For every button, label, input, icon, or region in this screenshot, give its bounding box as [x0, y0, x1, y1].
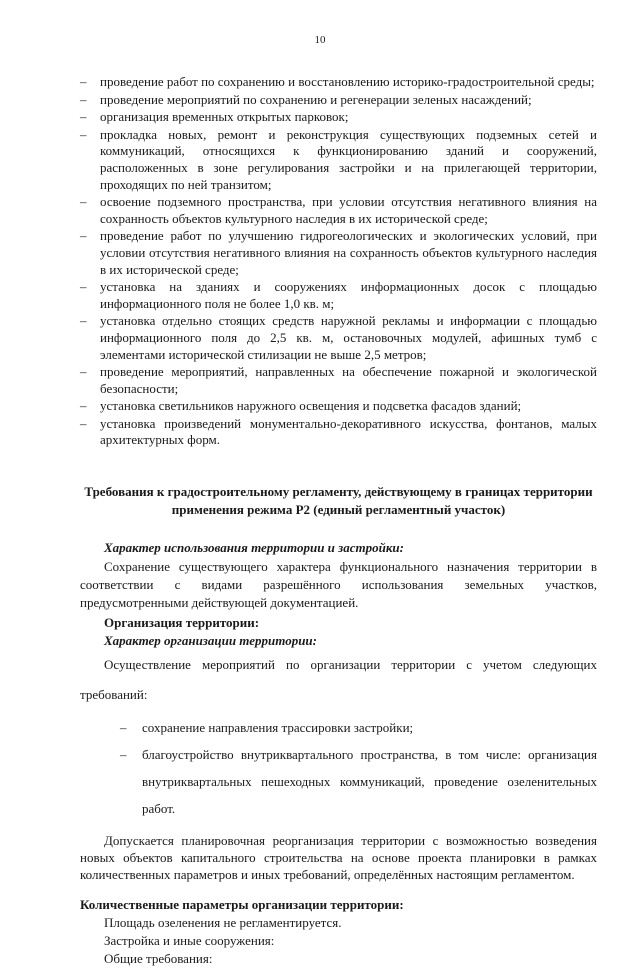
dash-bullet: – [80, 194, 87, 210]
usage-text: Сохранение существующего характера функционального назначения территории в соответствии с видами разрешённого использования земельных участков, предусмотренными действующей документацией. [80, 559, 597, 611]
dash-bullet: – [80, 109, 87, 125]
dash-bullet: – [80, 398, 87, 414]
dash-bullet: – [80, 74, 87, 89]
replanning-text: Допускается планировочная реорганизация территории с возможностью возведения новых объектов капитального строительства на основе проекта планировки в рамках количественных параметров и иных требований, определённых настоящим регламентом. [80, 833, 597, 883]
list-item-text: проведение работ по сохранению и восстановлению историко-градостроительной среды; [100, 74, 595, 89]
dash-bullet: – [80, 279, 87, 295]
dash-bullet: – [80, 91, 87, 107]
list-item-text: организация временных открытых парковок; [100, 109, 349, 125]
section-heading: Требования к градостроительному регламенту, действующему в границах территории применения режима Р2 (единый регламентный участок) [84, 484, 593, 518]
list-item [80, 228, 597, 278]
list-item-text: освоение подземного пространства, при условии отсутствия негативного влияния на сохранность объектов культурного наследия в их исторической среде; [100, 194, 597, 226]
list-item [80, 127, 597, 193]
page-number: 10 [314, 34, 326, 46]
buildings-text: Застройка и иные сооружения: [104, 933, 275, 949]
list-item-text: проведение мероприятий по сохранению и регенерации зеленых насаждений; [100, 91, 532, 107]
list-item-text: проведение работ по улучшению гидрогеологических и экологических условий, при условии отсутствия негативного влияния на сохранность объектов культурного наследия в их исторической среде; [100, 228, 597, 277]
organization-heading: Организация территории: [104, 615, 260, 631]
requirements-list [80, 74, 597, 449]
list-item-text: установка на зданиях и сооружениях информационных досок с площадью информационного поля не более 1,0 кв. м; [100, 279, 597, 311]
list-item-text: сохранение направления трассировки застройки; [142, 720, 414, 736]
list-item [80, 279, 597, 312]
list-item [80, 74, 597, 91]
list-item [80, 398, 597, 415]
list-item [120, 741, 597, 822]
organization-character-heading: Характер организации территории: [104, 633, 317, 649]
quantitative-heading: Количественные параметры организации территории: [80, 897, 404, 913]
list-item [80, 313, 597, 363]
list-item-text: прокладка новых, ремонт и реконструкция существующих подземных сетей и коммуникаций, относящихся к функционированию зданий и сооружений, расположенных в зоне регулирования застройки и на прилегающей территории, проходящих по ней транзитом; [100, 126, 597, 192]
list-item-text: установка отдельно стоящих средств наружной рекламы и информации с площадью информационного поля до 2,5 кв. м, остановочных модулей, афишных тумб с элементами исторической стилизации не выше 2,5 метров; [100, 313, 597, 362]
organization-list [120, 714, 597, 822]
dash-bullet: – [80, 415, 87, 431]
list-item-text: проведение мероприятий, направленных на обеспечение пожарной и экологической безопасности; [100, 364, 597, 396]
usage-heading: Характер использования территории и застройки: [104, 540, 404, 556]
document-body [80, 74, 597, 968]
dash-bullet: – [80, 313, 87, 329]
dash-bullet: – [80, 364, 87, 380]
greening-text: Площадь озеленения не регламентируется. [104, 915, 342, 931]
list-item-text: установка светильников наружного освещения и подсветка фасадов зданий; [100, 398, 522, 414]
list-item [80, 194, 597, 227]
organization-text: Осуществление мероприятий по организации территории с учетом следующих требований: [80, 657, 597, 703]
list-item [80, 416, 597, 449]
list-item-text: благоустройство внутриквартального пространства, в том числе: организация внутриквартальных пешеходных коммуникаций, проведение озеленительных работ. [142, 747, 597, 817]
list-item-text: установка произведений монументально-декоративного искусства, фонтанов, малых архитектурных форм. [100, 415, 597, 448]
list-item [80, 364, 597, 397]
dash-bullet: – [120, 747, 127, 763]
general-requirements-text: Общие требования: [104, 951, 213, 967]
dash-bullet: – [80, 126, 87, 142]
list-item [120, 714, 597, 741]
list-item [80, 92, 597, 109]
dash-bullet: – [120, 720, 127, 736]
dash-bullet: – [80, 228, 87, 244]
list-item [80, 109, 597, 126]
